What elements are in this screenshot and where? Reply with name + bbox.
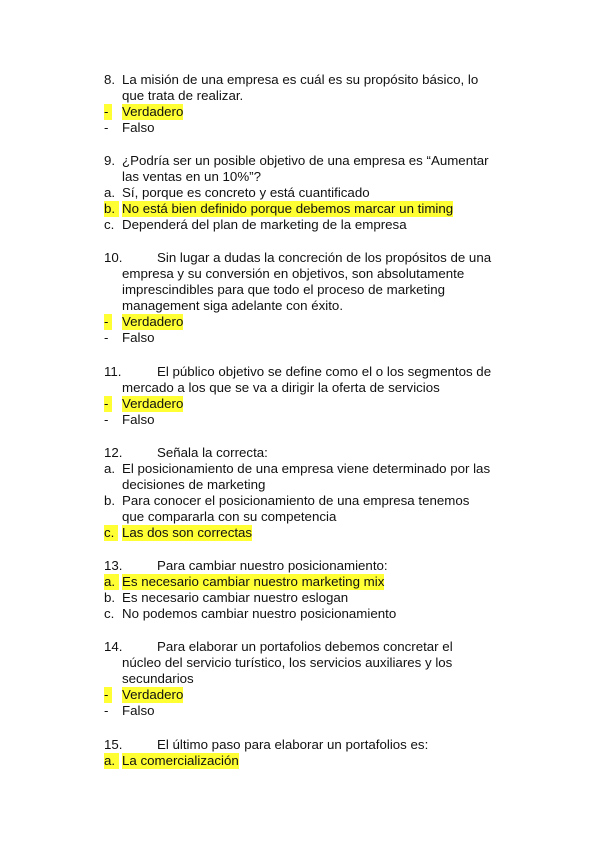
- question-number: 9.: [104, 153, 116, 168]
- option-correct: c. Las dos son correctas: [104, 525, 253, 540]
- question-text: las ventas en un 10%”?: [122, 169, 261, 184]
- question-text: Para cambiar nuestro posicionamiento:: [157, 558, 388, 573]
- option-text: Falso: [122, 330, 155, 345]
- option-text: Dependerá del plan de marketing de la empresa: [122, 217, 407, 232]
- question-text: empresa y su conversión en objetivos, son absolutamente: [122, 266, 465, 281]
- question-9: [0, 153, 599, 233]
- option-text: Falso: [122, 703, 155, 718]
- option: - Falso: [104, 120, 155, 135]
- option: - Falso: [104, 330, 155, 345]
- option-correct: - Verdadero: [104, 314, 184, 329]
- option: - Falso: [104, 412, 155, 427]
- option-text: Las dos son correctas: [122, 525, 253, 540]
- option: c. No podemos cambiar nuestro posicionamiento: [104, 606, 397, 621]
- option-correct: a. Es necesario cambiar nuestro marketing mix: [104, 574, 385, 589]
- option-text: La comercialización: [122, 753, 239, 768]
- question-text: que trata de realizar.: [122, 88, 244, 103]
- question-text: imprescindibles para que todo el proceso de marketing: [122, 282, 446, 297]
- option-text: Verdadero: [122, 687, 184, 702]
- question-number: 13.: [104, 558, 123, 573]
- question-text: Para elaborar un portafolios debemos concretar el: [157, 639, 453, 654]
- option: - Falso: [104, 703, 155, 718]
- option-text: Sí, porque es concreto y está cuantificado: [122, 185, 370, 200]
- option-correct: b. No está bien definido porque debemos marcar un timing: [104, 201, 454, 216]
- question-14: [0, 639, 599, 719]
- question-number: 8.: [104, 72, 116, 87]
- question-10: [0, 250, 599, 346]
- option-text: Verdadero: [122, 104, 184, 119]
- question-number: 14.: [104, 639, 123, 654]
- option-text: Falso: [122, 120, 155, 135]
- question-text: núcleo del servicio turístico, los servicios auxiliares y los: [122, 655, 453, 670]
- question-number: 12.: [104, 445, 123, 460]
- question-text: secundarios: [122, 671, 194, 686]
- option-text: Es necesario cambiar nuestro eslogan: [122, 590, 349, 605]
- option-text-cont: que compararla con su competencia: [122, 509, 337, 524]
- option: a. Sí, porque es concreto y está cuantificado: [104, 185, 370, 200]
- question-text: ¿Podría ser un posible objetivo de una empresa es “Aumentar: [122, 153, 489, 168]
- option-text: Para conocer el posicionamiento de una empresa tenemos: [122, 493, 470, 508]
- option-correct: - Verdadero: [104, 687, 184, 702]
- option-correct: - Verdadero: [104, 396, 184, 411]
- question-8: [0, 72, 599, 136]
- question-text: El último paso para elaborar un portafolios es:: [157, 737, 429, 752]
- question-13: [0, 558, 599, 622]
- question-text: management siga adelante con éxito.: [122, 298, 344, 313]
- question-text: Señala la correcta:: [157, 445, 268, 460]
- question-number: 11.: [104, 364, 122, 379]
- option-text: Es necesario cambiar nuestro marketing mix: [122, 574, 385, 589]
- option-correct: a. La comercialización: [104, 753, 239, 768]
- option-text: Verdadero: [122, 314, 184, 329]
- option-text: No está bien definido porque debemos marcar un timing: [122, 201, 454, 216]
- question-text: mercado a los que se va a dirigir la oferta de servicios: [122, 380, 440, 395]
- option: b. Es necesario cambiar nuestro eslogan: [104, 590, 349, 605]
- question-11: [0, 364, 599, 428]
- question-number: 15.: [104, 737, 123, 752]
- option-text: Verdadero: [122, 396, 184, 411]
- option-correct: - Verdadero: [104, 104, 184, 119]
- option: b. Para conocer el posicionamiento de una empresa tenemos: [104, 493, 470, 508]
- option-text: El posicionamiento de una empresa viene determinado por las: [122, 461, 491, 476]
- option-text: Falso: [122, 412, 155, 427]
- question-number: 10.: [104, 250, 123, 265]
- question-text: La misión de una empresa es cuál es su propósito básico, lo: [122, 72, 479, 87]
- question-text: El público objetivo se define como el o los segmentos de: [157, 364, 492, 379]
- question-text: Sin lugar a dudas la concreción de los propósitos de una: [157, 250, 492, 265]
- question-15: [0, 737, 599, 769]
- option-text: No podemos cambiar nuestro posicionamiento: [122, 606, 397, 621]
- question-12: [0, 445, 599, 541]
- option: c. Dependerá del plan de marketing de la empresa: [104, 217, 407, 232]
- option: a. El posicionamiento de una empresa viene determinado por las: [104, 461, 491, 476]
- option-text-cont: decisiones de marketing: [122, 477, 266, 492]
